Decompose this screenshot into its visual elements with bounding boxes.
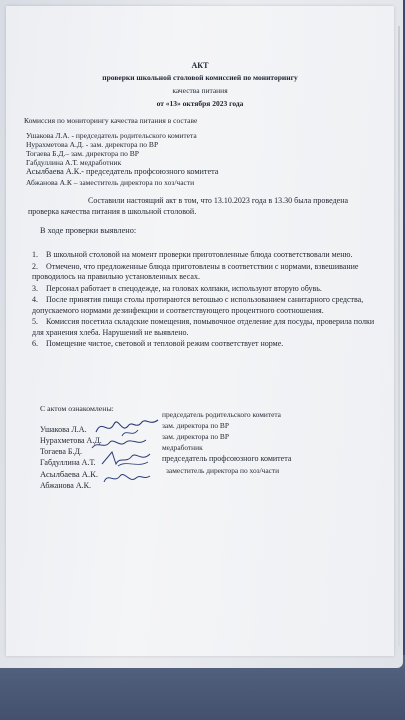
signatory-role: председатель профсоюзного комитета bbox=[162, 454, 292, 463]
list-item: 6. Помещение чистое, световой и тепловой режим соответствует норме. bbox=[32, 339, 284, 348]
handwritten-signature-icon bbox=[102, 468, 152, 488]
document-subtitle: проверки школьной столовой комиссией по мониторингу bbox=[102, 73, 298, 82]
list-item: 4. После принятия пищи столы протираются ветошью с использованием санитарного средства, допускаемого нормами дезинфекции и соответствующего процентного соотношения. bbox=[32, 295, 364, 315]
member-line: Асылбаева А.К.- председатель профсоюзного комитета bbox=[26, 167, 219, 176]
findings-list bbox=[32, 250, 382, 351]
member-line: Тогаева Б.Д.– зам. директора по ВР bbox=[26, 149, 139, 158]
list-item: 2. Отмечено, что предложенные блюда приготовлены в соответствии с нормами, взвешивание проводилось на правильно установленных весах. bbox=[32, 261, 359, 281]
signatory-role: зам. директора по ВР bbox=[162, 432, 229, 441]
signatory-name: Габдуллина А.Т. bbox=[40, 458, 96, 467]
member-line: Ушакова Л.А. - председатель родительского комитета bbox=[26, 131, 197, 140]
signatory-name: Тогаева Б.Д. bbox=[40, 447, 82, 456]
signatory-name: Асылбаева А.К. bbox=[40, 469, 99, 479]
list-item: 3. Персонал работает в спецодежде, на головах колпаки, используют вторую обувь. bbox=[32, 283, 322, 293]
signatory-role: заместитель директора по хоз/части bbox=[166, 466, 280, 475]
list-item: 1. В школьной столовой на момент проверки приготовленные блюда соответствовали меню. bbox=[32, 250, 353, 259]
signatory-name: Абжанова А.К. bbox=[40, 481, 91, 490]
document-subtitle-2: качества питания bbox=[172, 86, 228, 95]
signatory-name: Ушакова Л.А. bbox=[40, 425, 87, 434]
handwritten-signature-icon bbox=[98, 448, 158, 470]
signatory-name: Нурахметова А.Д. bbox=[40, 436, 102, 445]
document-date: от «13» октября 2023 года bbox=[156, 99, 244, 108]
signatory-role: председатель родительского комитета bbox=[162, 410, 281, 419]
paper-crease bbox=[398, 26, 400, 646]
member-line: Абжанова А.К – заместитель директора по хоз/части bbox=[26, 178, 195, 187]
member-line: Габдуллина А.Т. медработник bbox=[26, 158, 122, 167]
findings-heading: В ходе проверки выявлено: bbox=[40, 226, 137, 235]
signatory-role: зам. директора по ВР bbox=[162, 421, 229, 430]
acknowledged-heading: С актом ознакомлены: bbox=[40, 404, 114, 413]
statement-paragraph: Составили настоящий акт в том, что 13.10.2023 года в 13.30 была проведена проверка качества питания в школьной столовой. bbox=[28, 196, 349, 216]
document-page bbox=[6, 6, 394, 656]
list-item: 5. Комиссия посетила складские помещения, помывочное отделение для посуды, проверила полки для хранения хлеба. Нарушений не выявлено. bbox=[32, 317, 375, 337]
document-title: АКТ bbox=[191, 61, 209, 70]
member-line: Нурахметова А.Д. - зам. директора по ВР bbox=[26, 140, 159, 149]
commission-intro: Комиссия по мониторингу качества питания в составе bbox=[24, 116, 198, 125]
signatory-role: медработник bbox=[162, 443, 203, 452]
